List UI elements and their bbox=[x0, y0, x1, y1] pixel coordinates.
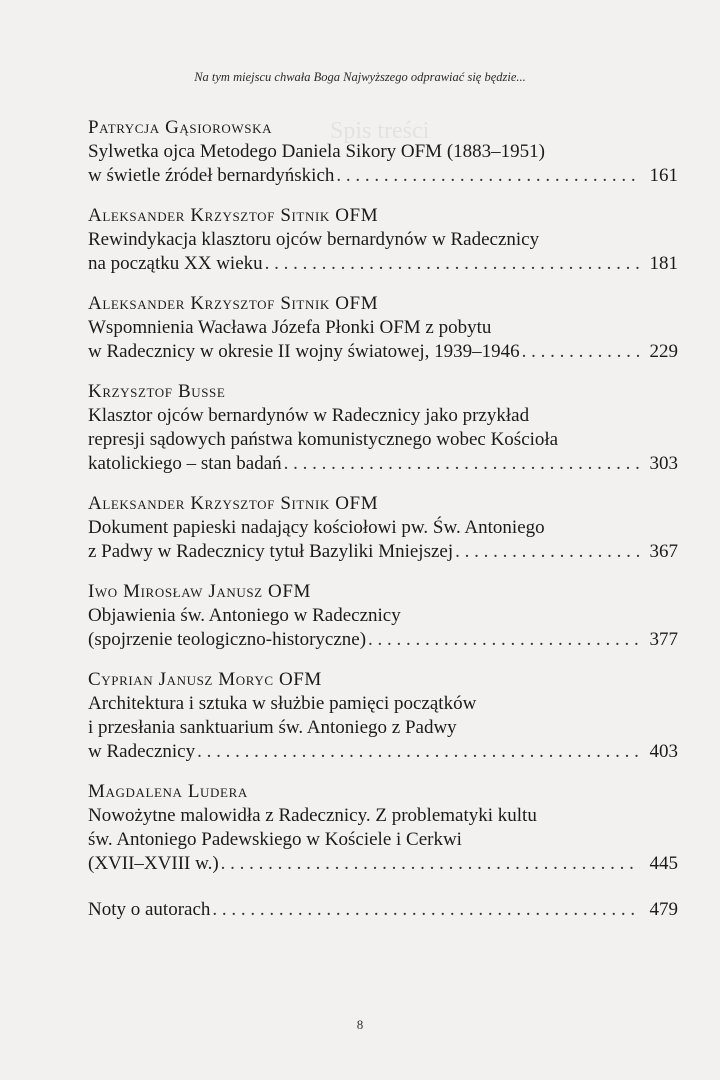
entry-title-end: na początku XX wieku bbox=[88, 253, 263, 274]
entry-title-line: Sylwetka ojca Metodego Daniela Sikory OFM (1883–1951) bbox=[88, 141, 545, 162]
entry-author: Cyprian Janusz Moryc OFM bbox=[88, 669, 322, 690]
entry-author: Krzysztof Busse bbox=[88, 381, 226, 402]
entry-title-end: (spojrzenie teologiczno-historyczne) bbox=[88, 629, 367, 650]
entry-title-end: z Padwy w Radecznicy tytuł Bazyliki Mniejszej bbox=[88, 541, 454, 562]
entry-last-line bbox=[88, 252, 678, 276]
entry-last-line bbox=[88, 164, 678, 188]
toc-entry[interactable] bbox=[88, 292, 678, 364]
entry-title-line: Wspomnienia Wacława Józefa Płonki OFM z pobytu bbox=[88, 317, 492, 338]
page-number: 303 bbox=[649, 453, 678, 474]
dot-leader bbox=[265, 252, 640, 276]
entry-title-line: Dokument papieski nadający kościołowi pw. Św. Antoniego bbox=[88, 517, 545, 538]
dot-leader bbox=[455, 540, 640, 564]
toc-entry[interactable] bbox=[88, 580, 678, 652]
entry-title-end: w świetle źródeł bernardyńskich bbox=[88, 165, 335, 186]
dot-leader bbox=[522, 340, 640, 364]
page-number: 445 bbox=[649, 853, 678, 874]
toc-entry[interactable] bbox=[88, 116, 678, 188]
page-number: 161 bbox=[649, 165, 678, 186]
entry-author: Patrycja Gąsiorowska bbox=[88, 117, 273, 138]
entry-author: Aleksander Krzysztof Sitnik OFM bbox=[88, 493, 379, 514]
dot-leader bbox=[221, 852, 640, 876]
toc-entry[interactable] bbox=[88, 668, 678, 764]
entry-title-end: katolickiego – stan badań bbox=[88, 453, 282, 474]
entry-title-end: w Radecznicy w okresie II wojny światowej, 1939–1946 bbox=[88, 341, 520, 362]
toc-entry[interactable] bbox=[88, 204, 678, 276]
page-number: 229 bbox=[649, 341, 678, 362]
entry-title-end: (XVII–XVIII w.) bbox=[88, 853, 219, 874]
toc-entry[interactable] bbox=[88, 780, 678, 876]
entry-last-line bbox=[88, 852, 678, 876]
entry-author: Magdalena Ludera bbox=[88, 781, 248, 802]
folio-page-number: 8 bbox=[356, 1017, 364, 1032]
entry-author: Aleksander Krzysztof Sitnik OFM bbox=[88, 205, 379, 226]
entry-title-end: w Radecznicy bbox=[88, 741, 196, 762]
entry-last-line bbox=[88, 740, 678, 764]
dot-leader bbox=[212, 898, 640, 922]
entry-title-line: Architektura i sztuka w służbie pamięci początków bbox=[88, 693, 477, 714]
entry-title-end: Noty o autorach bbox=[88, 899, 211, 920]
entry-last-line bbox=[88, 452, 678, 476]
entry-author: Aleksander Krzysztof Sitnik OFM bbox=[88, 293, 379, 314]
entry-title-line: i przesłania sanktuarium św. Antoniego z Padwy bbox=[88, 717, 457, 738]
table-of-contents bbox=[88, 116, 678, 938]
page-number: 403 bbox=[649, 741, 678, 762]
entry-title-line: Rewindykacja klasztoru ojców bernardynów w Radecznicy bbox=[88, 229, 540, 250]
dot-leader bbox=[197, 740, 640, 764]
bleed-through-heading: Spis treści bbox=[330, 118, 430, 144]
entry-last-line bbox=[88, 628, 678, 652]
toc-entry-notes[interactable] bbox=[88, 898, 678, 922]
entry-title-line: Nowożytne malowidła z Radecznicy. Z problematyki kultu bbox=[88, 805, 537, 826]
entry-last-line bbox=[88, 340, 678, 364]
page-number: 479 bbox=[649, 899, 678, 920]
entry-title-line: represji sądowych państwa komunistycznego wobec Kościoła bbox=[88, 429, 559, 450]
entry-title-line: Objawienia św. Antoniego w Radecznicy bbox=[88, 605, 401, 626]
dot-leader bbox=[336, 164, 640, 188]
entry-title-line: św. Antoniego Padewskiego w Kościele i Cerkwi bbox=[88, 829, 462, 850]
entry-title-line: Klasztor ojców bernardynów w Radecznicy jako przykład bbox=[88, 405, 530, 426]
page-number: 377 bbox=[649, 629, 678, 650]
entry-last-line bbox=[88, 540, 678, 564]
toc-entry[interactable] bbox=[88, 380, 678, 476]
entry-last-line bbox=[88, 898, 678, 922]
page-number: 181 bbox=[649, 253, 678, 274]
dot-leader bbox=[368, 628, 640, 652]
dot-leader bbox=[284, 452, 640, 476]
entry-author: Iwo Mirosław Janusz OFM bbox=[88, 581, 312, 602]
toc-entry[interactable] bbox=[88, 492, 678, 564]
running-head: Na tym miejscu chwała Boga Najwyższego odprawiać się będzie... bbox=[194, 70, 526, 84]
page-number: 367 bbox=[649, 541, 678, 562]
